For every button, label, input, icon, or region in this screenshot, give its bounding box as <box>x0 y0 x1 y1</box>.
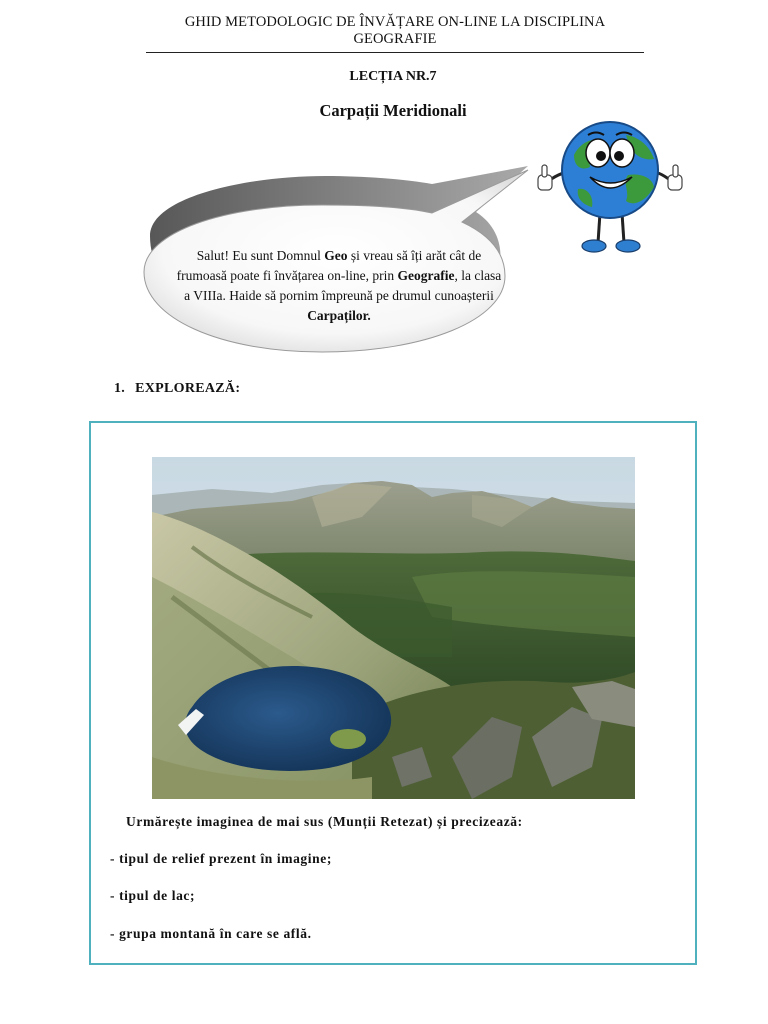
speech-bubble-text <box>176 246 502 326</box>
bubble-text-2: și vreau să îți arăt cât de frumoasă poate fi învățarea on-line, prin <box>176 248 482 283</box>
bubble-geo: Geo <box>324 248 348 263</box>
instruction-intro: Urmărește imaginea de mai sus (Munții Retezat) și precizează: <box>126 814 523 829</box>
bubble-carpati: Carpaților. <box>307 308 371 323</box>
section-title: EXPLOREAZĂ: <box>135 381 241 396</box>
section-number: 1. <box>114 381 126 396</box>
bubble-text-1: Salut! Eu sunt Domnul <box>196 248 325 263</box>
globe-mascot-icon <box>530 115 690 260</box>
task-item: - tipul de lac; <box>110 888 196 903</box>
bubble-geografie: Geografie <box>397 268 455 283</box>
lesson-title: Carpații Meridionali <box>319 101 467 120</box>
section-heading <box>114 381 240 397</box>
lesson-number: LECȚIA NR.7 <box>349 69 437 84</box>
bubble-text-3: , la clasa a VIIIa. Haide să pornim împreună pe drumul cunoașterii <box>184 268 502 303</box>
mountain-lake-photo <box>152 457 635 799</box>
page-header: GHID METODOLOGIC DE ÎNVĂȚARE ON-LINE LA DISCIPLINA GEOGRAFIE <box>146 14 644 53</box>
task-item: - tipul de relief prezent în imagine; <box>110 851 332 866</box>
task-item: - grupa montană în care se află. <box>110 926 312 941</box>
